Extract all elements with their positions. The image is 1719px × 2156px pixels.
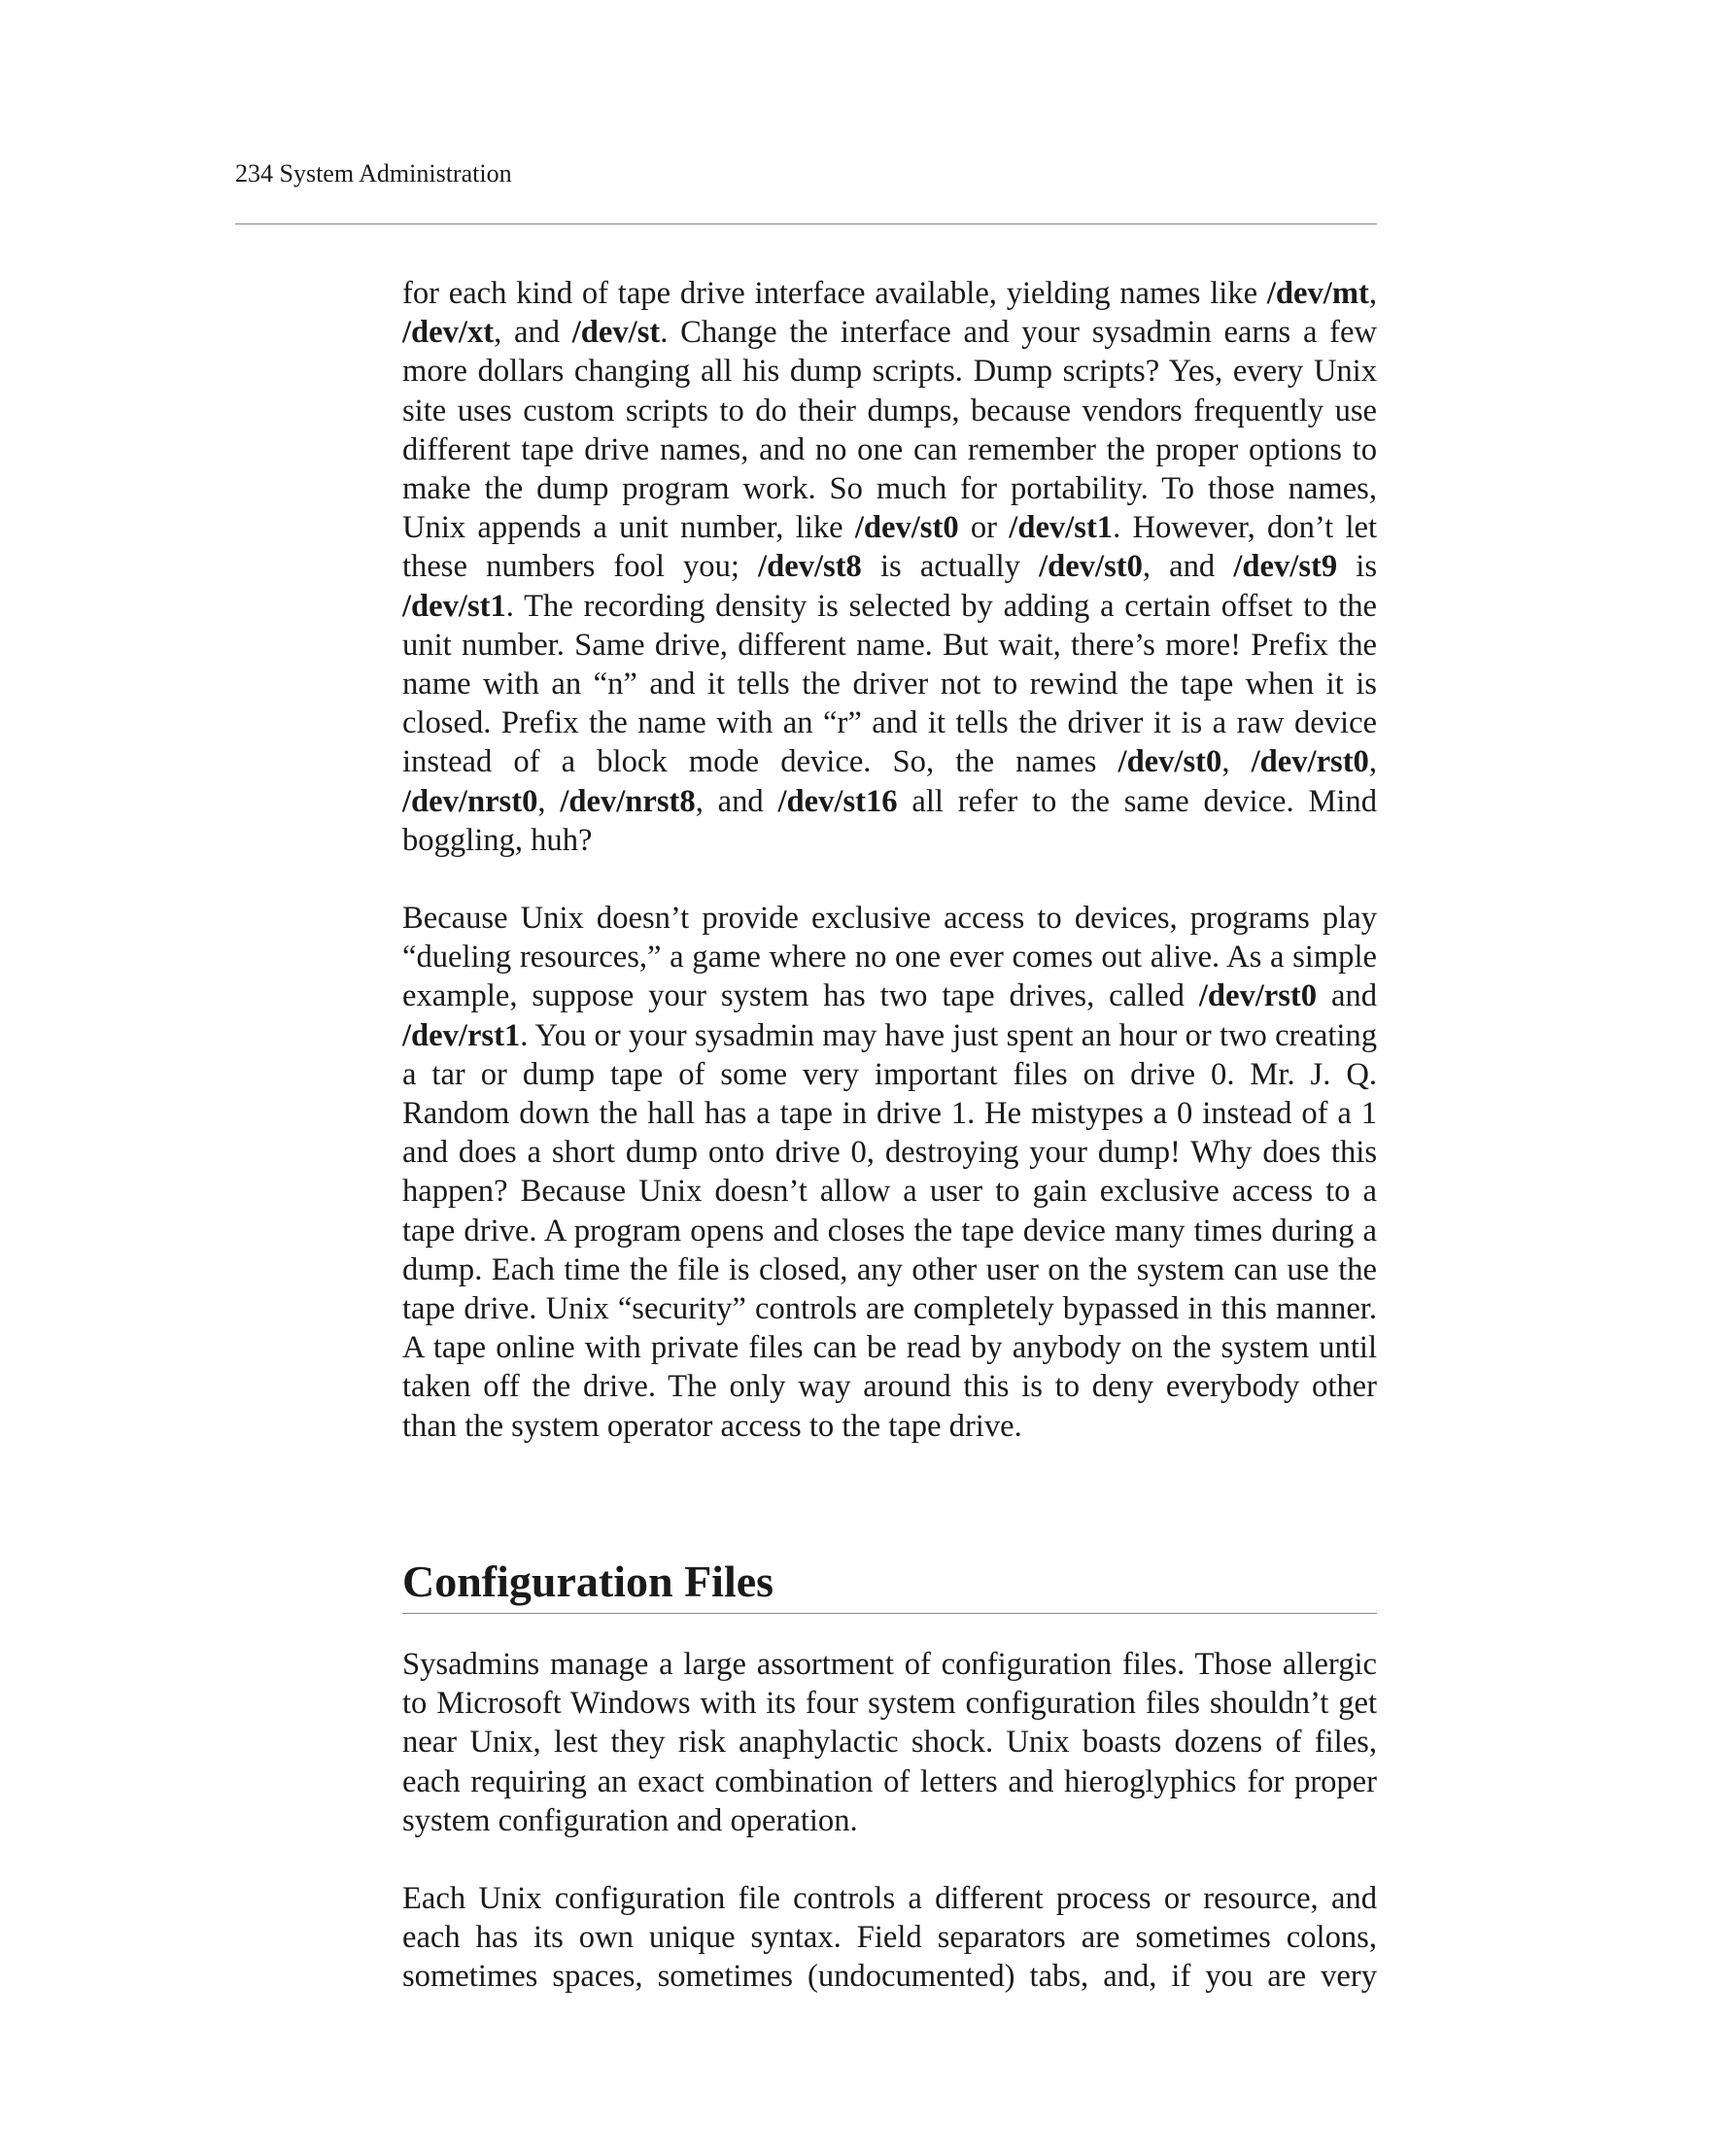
text-run: all refer to the same device. Mind boggling, huh? xyxy=(402,783,1377,858)
text-run: for each kind of tape drive interface available, yielding names like xyxy=(402,276,1267,311)
text-run: , and xyxy=(1142,549,1234,585)
device-path: /dev/nrst8 xyxy=(560,783,696,819)
section-gap xyxy=(402,1446,1377,1555)
page-body xyxy=(402,274,1377,1997)
device-path: /dev/st xyxy=(571,315,661,351)
device-path: /dev/st0 xyxy=(854,510,959,546)
section-heading: Configuration Files xyxy=(402,1556,774,1606)
text-run: . You or your sysadmin may have just spent an hour or two creating a tar or dump tape of some very important files on drive 0. Mr. J. Q. Random down the hall has a tape in drive 1. He mistypes a 0 instead of a 1 and does a short dump onto drive 0, destroying your dump! Why does this happen? Because Unix doesn’t allow a user to gain exclusive access to a tape drive. A program opens and closes the tape device many times during a dump. Each time the file is closed, any other user on the system can use the tape drive. Unix “security” controls are completely bypassed in this manner. A tape online with private files can be read by anybody on the system until taken off the drive. The only way around this is to deny everybody other than the system operator access to the tape drive. xyxy=(402,1017,1377,1444)
paragraph-config-syntax: Each Unix configuration file controls a different process or resource, and each has its own unique syntax. Field separators are sometimes colons, sometimes spaces, sometimes (undocumented) tabs, and, if you are very xyxy=(402,1880,1377,1995)
device-path: /dev/xt xyxy=(402,315,495,351)
paragraph-gap xyxy=(402,860,1377,899)
paragraph-gap xyxy=(402,1840,1377,1879)
header-rule xyxy=(235,223,1377,224)
device-path: /dev/st1 xyxy=(402,588,506,624)
device-path: /dev/rst1 xyxy=(402,1017,521,1053)
device-path: /dev/st1 xyxy=(1009,510,1114,546)
text-run: , xyxy=(1221,744,1252,780)
device-path: /dev/nrst0 xyxy=(402,783,538,819)
device-path: /dev/rst0 xyxy=(1198,978,1318,1014)
text-run: , xyxy=(1368,744,1377,780)
paragraph-config-files-intro: Sysadmins manage a large assortment of configuration files. Those allergic to Microsoft Windows with its four system configuration files shouldn’t get near Unix, lest they risk anaphylactic shock. Unix boasts dozens of files, each requiring an exact combination of letters and hieroglyphics for proper system configuration and operation. xyxy=(402,1646,1377,1838)
device-path: /dev/st8 xyxy=(758,549,862,585)
text-run: , and xyxy=(494,315,572,351)
device-path: /dev/rst0 xyxy=(1251,744,1369,780)
text-run: , xyxy=(537,783,561,819)
device-path: /dev/st0 xyxy=(1039,549,1143,585)
paragraph-tape-device-names xyxy=(402,274,1377,860)
text-run: is xyxy=(1337,549,1378,585)
device-path: /dev/st9 xyxy=(1233,549,1338,585)
running-head: 234 System Administration xyxy=(235,159,512,188)
text-run: . The recording density is selected by adding a certain offset to the unit number. Same drive, different name. But wait, there’s more! Prefix the name with an “n” and it tells the driver not to rewind the tape when it is closed. Prefix the name with an “r” and it tells the driver it is a raw device instead of a block mode device. So, the names xyxy=(402,588,1377,780)
text-run: . Change the interface and your sysadmin earns a few more dollars changing all his dump scripts. Dump scripts? Yes, every Unix site uses custom scripts to do their dumps, because vendors frequently use different tape drive names, and no one can remember the proper options to make the dump program work. So much for portability. To those names, Unix appends a unit number, like xyxy=(402,315,1377,546)
text-run: and xyxy=(1317,978,1377,1014)
device-path: /dev/st16 xyxy=(777,783,898,819)
paragraph-dueling-resources xyxy=(402,899,1377,1446)
text-run: , and xyxy=(695,783,778,819)
text-run: Because Unix doesn’t provide exclusive access to devices, programs play “dueling resources,” a game where no one ever comes out alive. As a simple example, suppose your system has two tape drives, called xyxy=(402,901,1377,1014)
text-run: is actually xyxy=(861,549,1040,585)
text-run: . However, don’t let these numbers fool you; xyxy=(402,510,1378,585)
text-run: or xyxy=(958,510,1010,546)
text-run: , xyxy=(1368,276,1377,311)
device-path: /dev/mt xyxy=(1266,276,1369,311)
device-path: /dev/st0 xyxy=(1117,744,1222,780)
heading-gap xyxy=(402,1614,1377,1645)
